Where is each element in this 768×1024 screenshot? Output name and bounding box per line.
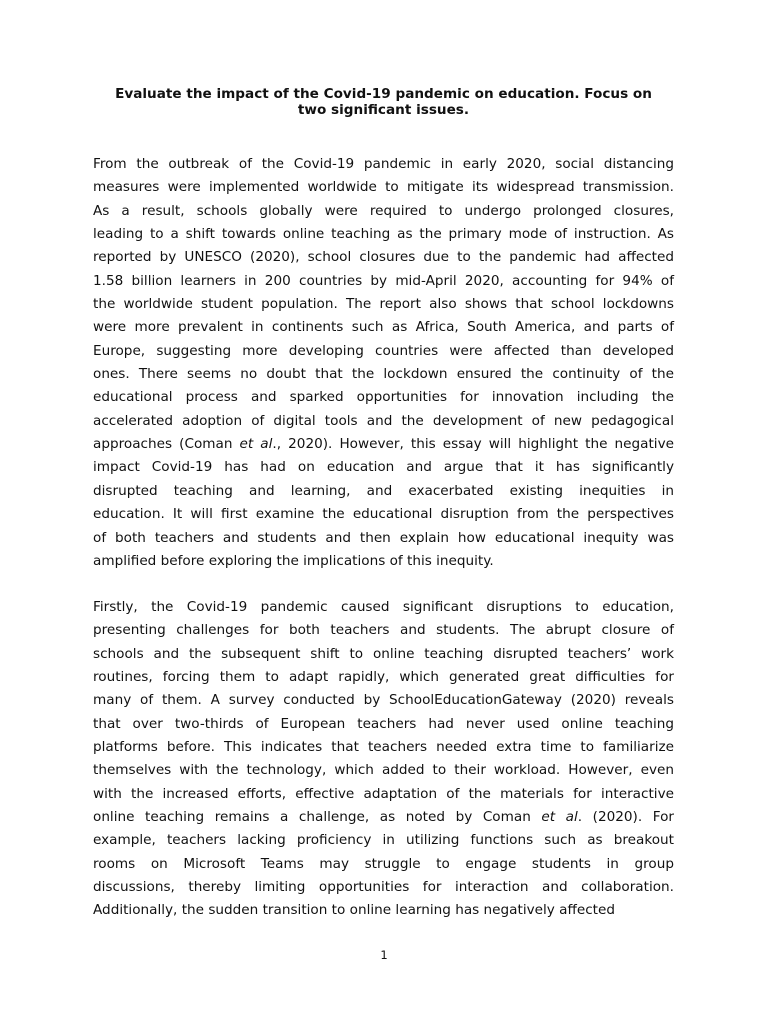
paragraph-line: presenting challenges for both teachers and students. The abrupt closure of bbox=[93, 622, 674, 639]
paragraph-line: educational process and sparked opportunities for innovation including the bbox=[93, 389, 674, 406]
paragraph-line: From the outbreak of the Covid-19 pandemic in early 2020, social distancing bbox=[93, 156, 674, 172]
paragraph-line: leading to a shift towards online teaching as the primary mode of instruction. As bbox=[93, 226, 674, 243]
paragraph-line: many of them. A survey conducted by SchoolEducationGateway (2020) reveals bbox=[93, 692, 674, 709]
paragraph-line: routines, forcing them to adapt rapidly, which generated great difficulties for bbox=[93, 669, 674, 686]
paragraph-line: themselves with the technology, which added to their workload. However, even bbox=[93, 762, 674, 779]
essay-title-line: Evaluate the impact of the Covid-19 pandemic on education. Focus on bbox=[115, 86, 652, 102]
essay-title bbox=[93, 87, 674, 118]
line-text: . (2020). For bbox=[577, 809, 674, 826]
paragraph-line: with the increased efforts, effective adaptation of the materials for interactive bbox=[93, 785, 674, 802]
paragraph-line: amplified before exploring the implications of this inequity. bbox=[93, 552, 494, 569]
paragraph-line: Europe, suggesting more developing countries were affected than developed bbox=[93, 342, 674, 359]
paragraph-line: example, teachers lacking proficiency in utilizing functions such as breakout bbox=[93, 832, 674, 849]
paragraph-line: that over two-thirds of European teachers had never used online teaching bbox=[93, 715, 674, 732]
paragraph-line: measures were implemented worldwide to mitigate its widespread transmission. bbox=[93, 179, 674, 196]
paragraph-line: Firstly, the Covid-19 pandemic caused significant disruptions to education, bbox=[93, 599, 674, 615]
paragraph-line: impact Covid-19 has had on education and argue that it has significantly bbox=[93, 459, 674, 476]
paragraph-line: discussions, thereby limiting opportunities for interaction and collaboration. bbox=[93, 879, 674, 896]
paragraph-line: As a result, schools globally were required to undergo prolonged closures, bbox=[93, 202, 674, 219]
paragraph-line: of both teachers and students and then explain how educational inequity was bbox=[93, 529, 674, 546]
paragraph-line: platforms before. This indicates that teachers needed extra time to familiarize bbox=[93, 739, 674, 756]
paragraph-line: schools and the subsequent shift to online teaching disrupted teachers’ work bbox=[93, 645, 674, 662]
paragraph-line bbox=[93, 433, 674, 456]
body-paragraph-1 bbox=[93, 153, 674, 573]
paragraph-line: 1.58 billion learners in 200 countries by mid-April 2020, accounting for 94% of bbox=[93, 272, 674, 289]
body-paragraph-2 bbox=[93, 596, 674, 923]
paragraph-line: reported by UNESCO (2020), school closures due to the pandemic had affected bbox=[93, 249, 674, 266]
line-text: ., 2020). However, this essay will highlight the negative bbox=[272, 436, 674, 453]
paragraph-line: education. It will first examine the educational disruption from the perspectives bbox=[93, 506, 674, 523]
paragraph-line: ones. There seems no doubt that the lockdown ensured the continuity of the bbox=[93, 366, 674, 383]
paragraph-line: Additionally, the sudden transition to online learning has negatively affected bbox=[93, 902, 616, 919]
essay-title-line: two significant issues. bbox=[297, 101, 470, 118]
paragraph-line: rooms on Microsoft Teams may struggle to engage students in group bbox=[93, 855, 674, 872]
paragraph-line bbox=[93, 806, 674, 829]
page-number: 1 bbox=[380, 948, 388, 962]
paragraph-line: disrupted teaching and learning, and exacerbated existing inequities in bbox=[93, 482, 674, 499]
paragraph-line: were more prevalent in continents such as Africa, South America, and parts of bbox=[93, 319, 674, 336]
paragraph-line: the worldwide student population. The report also shows that school lockdowns bbox=[93, 296, 674, 313]
line-text: online teaching remains a challenge, as noted by Coman bbox=[93, 809, 542, 826]
line-text: approaches (Coman bbox=[93, 436, 240, 453]
italic-citation: et al bbox=[239, 436, 273, 453]
italic-citation: et al bbox=[541, 809, 578, 826]
paragraph-line: accelerated adoption of digital tools and the development of new pedagogical bbox=[93, 412, 674, 429]
